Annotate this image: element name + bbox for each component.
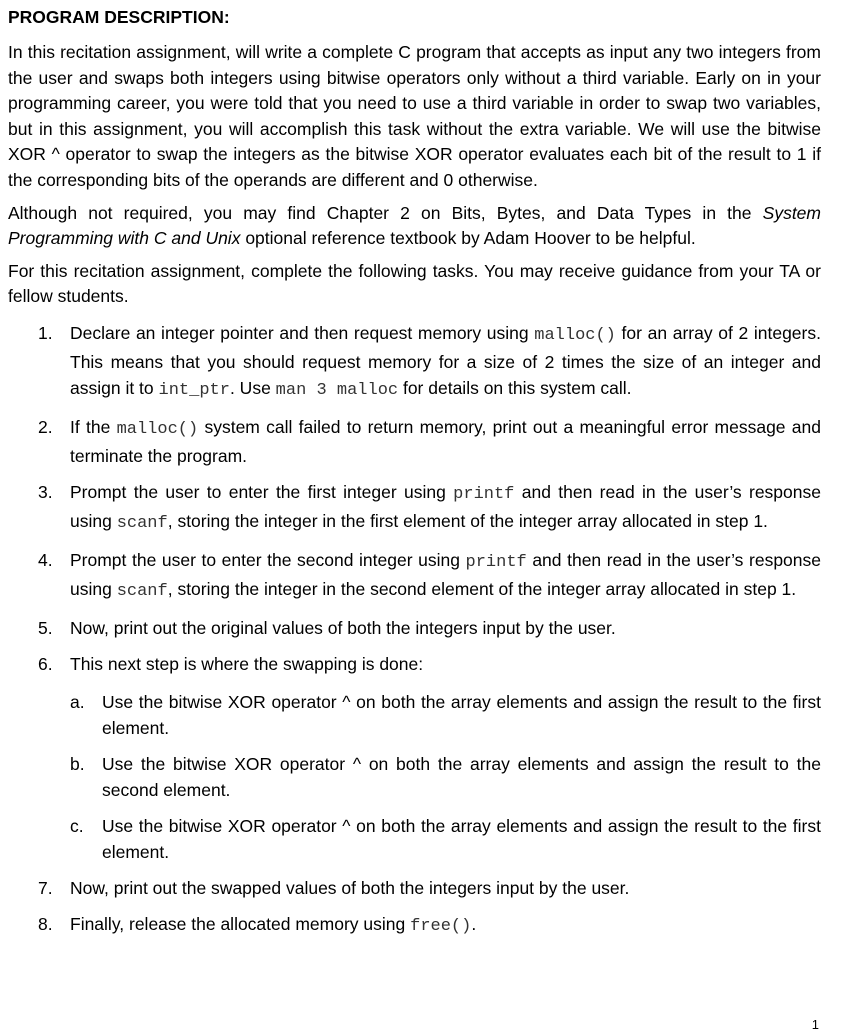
task-step-7: [38, 875, 821, 901]
task-step-8: [38, 911, 821, 940]
step-text: Now, print out the swapped values of both the integers input by the user.: [70, 877, 630, 898]
step-text: system call failed to return memory, print out a meaningful error message and terminate the program.: [70, 416, 821, 466]
task-step-5: [38, 615, 821, 641]
substep-text: Use the bitwise XOR operator ^ on both the array elements and assign the result to the first element.: [102, 691, 821, 738]
step-text: for an array of 2 integers. This means that you should request memory for a size of 2 times the size of an integer and assign it to: [70, 322, 821, 398]
reference-text-after: optional reference textbook by Adam Hoover to be helpful.: [240, 228, 696, 249]
step-number: 7.: [38, 877, 53, 898]
step-text: Declare an integer pointer and then request memory using: [70, 322, 535, 343]
step-text: and then read in the user’s response using: [70, 481, 821, 531]
reference-paragraph: [8, 201, 821, 252]
step-text: , storing the integer in the second element of the integer array allocated in step 1.: [167, 578, 797, 599]
task-step-2: [38, 414, 821, 469]
step-text: for details on this system call.: [398, 377, 632, 398]
step-text: Prompt the user to enter the second integer using: [70, 549, 466, 570]
substep-letter: a.: [70, 691, 85, 712]
step-text: If the: [70, 416, 117, 437]
step-number: 5.: [38, 617, 53, 638]
code-free: free(): [410, 916, 472, 936]
task-step-3: [38, 479, 821, 537]
swap-substeps: [70, 689, 821, 865]
substep-letter: c.: [70, 815, 84, 836]
step-number: 1.: [38, 322, 53, 343]
substep-a: [70, 689, 821, 741]
step-text: Now, print out the original values of both the integers input by the user.: [70, 617, 616, 638]
step-text: Prompt the user to enter the first integer using: [70, 481, 454, 502]
intro-paragraph: In this recitation assignment, will write a complete C program that accepts as input any two integers from the user and swaps both integers using bitwise operators only without a third variable. Early on in your programming career, you were told that you need to use a third variable in order to swap two variables, but in this assignment, you will accomplish this task without the extra variable. We will use the bitwise XOR ^ operator to swap the integers as the bitwise XOR operator evaluates each bit of the result to 1 if the corresponding bits of the operands are different and 0 otherwise.: [8, 42, 821, 190]
task-step-6: [38, 651, 821, 865]
reference-text-before: Although not required, you may find Chapter 2 on Bits, Bytes, and Data Types in the: [8, 202, 763, 223]
task-step-1: [38, 320, 821, 404]
substep-b: [70, 751, 821, 803]
step-text: and then read in the user’s response using: [70, 549, 821, 599]
code-malloc: malloc(): [116, 419, 199, 439]
code-man-malloc: man 3 malloc: [275, 380, 399, 400]
step-text: Finally, release the allocated memory using: [70, 913, 411, 934]
task-step-4: [38, 547, 821, 605]
code-scanf: scanf: [116, 581, 168, 601]
code-scanf: scanf: [116, 513, 168, 533]
step-number: 6.: [38, 653, 53, 674]
code-printf: printf: [453, 484, 515, 504]
substep-text: Use the bitwise XOR operator ^ on both the array elements and assign the result to the first element.: [102, 815, 821, 862]
step-text: . Use: [229, 377, 276, 398]
step-number: 3.: [38, 481, 53, 502]
substep-letter: b.: [70, 753, 85, 774]
substep-text: Use the bitwise XOR operator ^ on both the array elements and assign the result to the second element.: [102, 753, 821, 800]
code-int-ptr: int_ptr: [158, 380, 230, 400]
step-number: 2.: [38, 416, 53, 437]
step-number: 8.: [38, 913, 53, 934]
step-number: 4.: [38, 549, 53, 570]
step-text: , storing the integer in the first element of the integer array allocated in step 1.: [167, 510, 768, 531]
section-heading: PROGRAM DESCRIPTION:: [8, 7, 230, 27]
code-printf: printf: [465, 552, 527, 572]
page-number: 1: [811, 1017, 819, 1032]
code-malloc: malloc(): [534, 325, 616, 345]
substep-c: [70, 813, 821, 865]
step-text: This next step is where the swapping is done:: [70, 653, 424, 674]
tasks-intro-paragraph: For this recitation assignment, complete the following tasks. You may receive guidance from your TA or fellow students.: [8, 260, 821, 307]
step-text: .: [471, 913, 477, 934]
task-list: [8, 320, 821, 940]
textbook-title: System Programming with C and Unix: [8, 202, 821, 249]
